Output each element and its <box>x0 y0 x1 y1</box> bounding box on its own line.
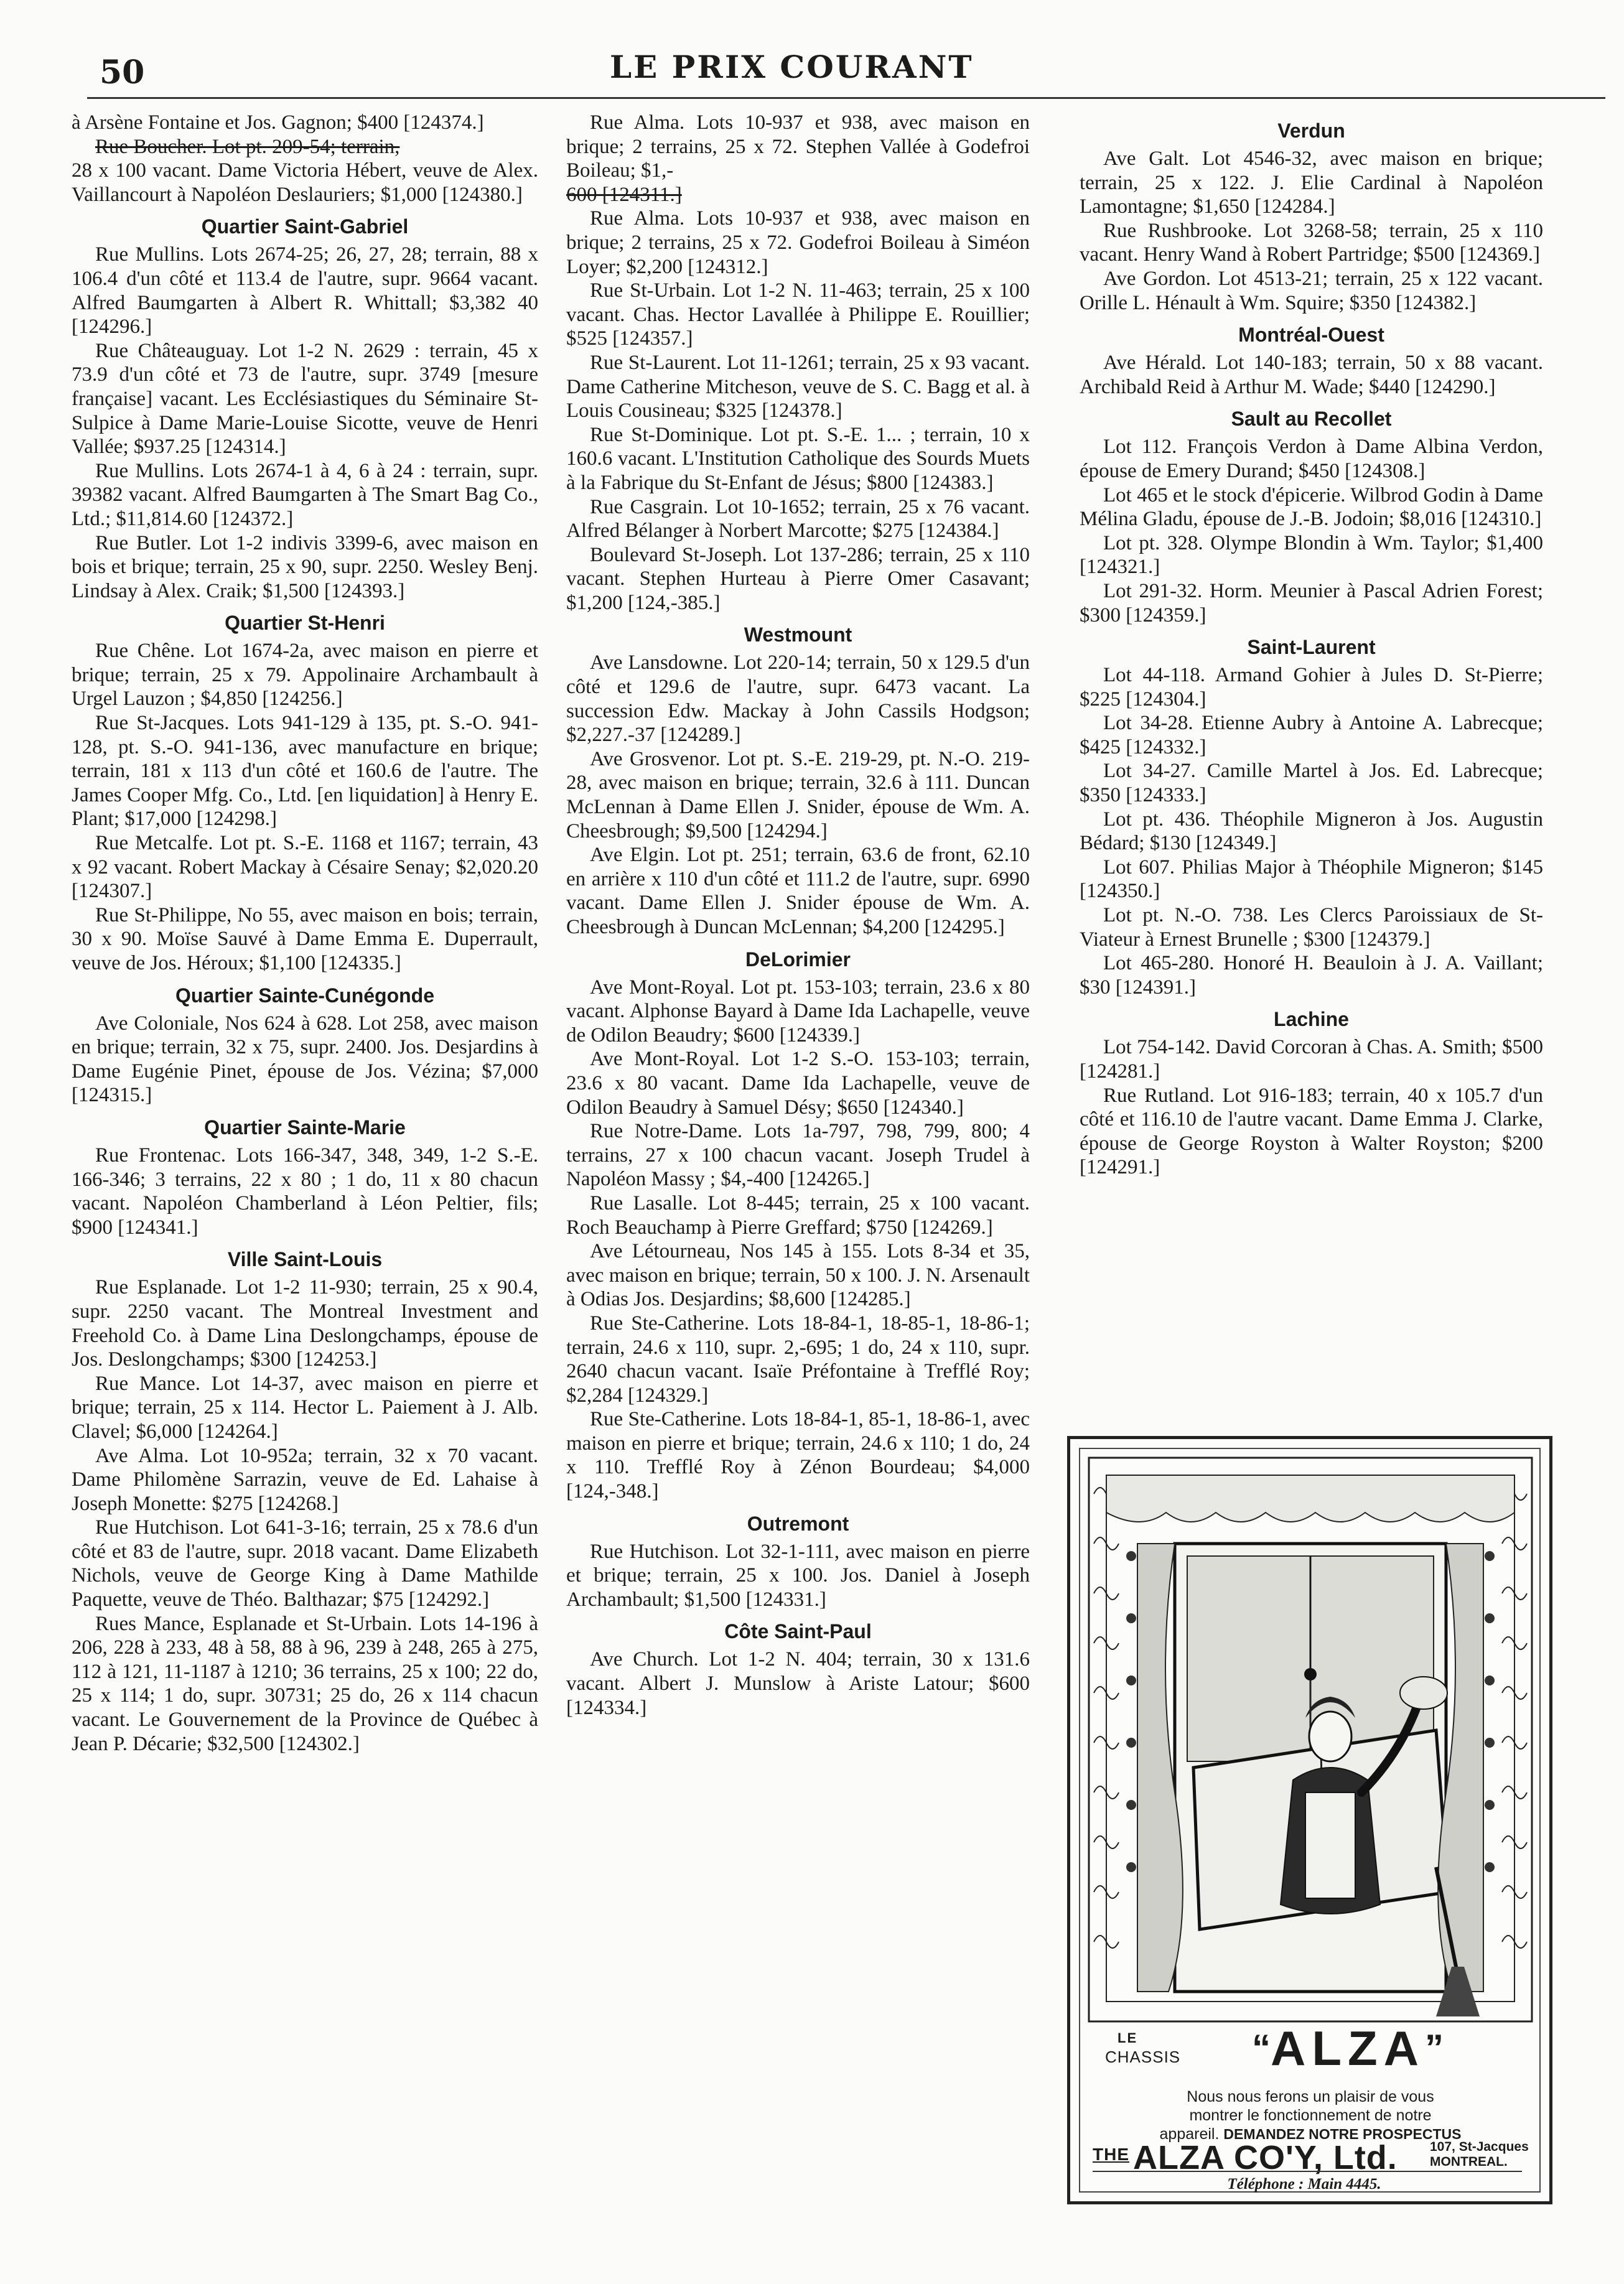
transaction-entry: Rue Châteauguay. Lot 1-2 N. 2629 : terrain, 45 x 73.9 d'un côté et 73 de l'autre, supr. 3749 [mesure française] vacant. Les Ecclésiastiques du Séminaire St-Sulpice à Dame Marie-Louise Sicotte, veuve de Henri Vallée; $937.25 [124314.] <box>72 339 538 459</box>
transaction-entry: Lot 465-280. Honoré H. Beauloin à J. A. Vaillant; $30 [124391.] <box>1080 952 1543 999</box>
ad-copy-line-3: appareil. <box>1159 2125 1220 2143</box>
transaction-entry: Ave Coloniale, Nos 624 à 628. Lot 258, avec maison en brique; terrain, 32 x 75, supr. 2400. Jos. Desjardins à Dame Eugénie Pinet, épouse de Jos. Vézina; $7,000 [124315.] <box>72 1012 538 1107</box>
transaction-entry: Rue Frontenac. Lots 166-347, 348, 349, 1-2 S.-E. 166-346; 3 terrains, 22 x 80 ; 1 do, 11 x 80 chacun vacant. Napoléon Chamberland à Léon Peltier, fils; $900 [124341.] <box>72 1144 538 1239</box>
transaction-entry: Lot 465 et le stock d'épicerie. Wilbrod Godin à Dame Mélina Gladu, épouse de J.-B. Jodoin; $8,016 [124310.] <box>1080 483 1543 531</box>
ad-copy-line-1: Nous nous ferons un plaisir de vous <box>1187 2088 1434 2105</box>
transaction-entry: Lot 754-142. David Corcoran à Chas. A. Smith; $500 [124281.] <box>1080 1036 1543 1083</box>
transaction-entry: Lot 607. Philias Major à Théophile Migneron; $145 [124350.] <box>1080 855 1543 903</box>
section-heading: Quartier Saint-Gabriel <box>201 215 409 238</box>
transaction-entry: Rue Hutchison. Lot 641-3-16; terrain, 25 x 78.6 d'un côté et 83 de l'autre, supr. 2018 vacant. Dame Elizabeth Nichols, veuve de George King à Dame Mathilde Paquette, veuve de Théo. Balthazar; $75 [124292.] <box>72 1516 538 1611</box>
transaction-entry: Rue Boucher. Lot pt. 209-54; terrain, <box>95 135 400 158</box>
transaction-entry: Ave Elgin. Lot pt. 251; terrain, 63.6 de front, 62.10 en arrière x 110 d'un côté et 111.2 de l'autre, supr. 6990 vacant. Dame Ellen J. Snider épouse de Wm. A. Cheesbrough à Duncan McLennan; $4,200 [124295.] <box>566 844 1030 938</box>
ad-chassis-label: CHASSIS <box>1105 2048 1181 2066</box>
transaction-entry: Rue St-Dominique. Lot pt. S.-E. 1... ; terrain, 10 x 160.6 vacant. L'Institution Catholique des Sourds Muets à la Fabrique du St-Enfant de Jésus; $800 [124383.] <box>566 423 1030 494</box>
transaction-entry: Ave Church. Lot 1-2 N. 404; terrain, 30 x 131.6 vacant. Albert J. Munslow à Ariste Latour; $600 [124334.] <box>566 1648 1030 1719</box>
section-heading: Ville Saint-Louis <box>227 1248 383 1271</box>
transaction-entry: Lot pt. 328. Olympe Blondin à Wm. Taylor; $1,400 [124321.] <box>1080 531 1543 579</box>
transaction-entry: Lot 34-27. Camille Martel à Jos. Ed. Labrecque; $350 [124333.] <box>1080 760 1543 807</box>
page-number: 50 <box>100 54 145 91</box>
page-header <box>0 37 1624 93</box>
window-illustration <box>1088 1457 1533 2023</box>
transaction-entry: Lot pt. N.-O. 738. Les Clercs Paroissiaux de St-Viateur à Ernest Brunelle ; $300 [124379.] <box>1080 904 1543 951</box>
section-heading: Verdun <box>1277 119 1345 142</box>
transaction-entry: Ave Galt. Lot 4546-32, avec maison en brique; terrain, 25 x 122. J. Elie Cardinal à Napoléon Lamontagne; $1,650 [124284.] <box>1080 147 1543 218</box>
section-heading: Saint-Laurent <box>1247 636 1376 659</box>
ad-rule <box>1093 2171 1522 2172</box>
ad-company-text: ALZA CO'Y, Ltd. <box>1133 2139 1398 2176</box>
transaction-entry: Rue Chêne. Lot 1674-2a, avec maison en pierre et brique; terrain, 25 x 79. Appolinaire Archambault à Urgel Lauzon ; $4,850 [124256.] <box>72 640 538 711</box>
transaction-entry: Ave Gordon. Lot 4513-21; terrain, 25 x 122 vacant. Orille L. Hénault à Wm. Squire; $350 [124382.] <box>1080 267 1543 314</box>
transaction-entry: Rue Lasalle. Lot 8-445; terrain, 25 x 100 vacant. Roch Beauchamp à Pierre Greffard; $750 [124269.] <box>566 1191 1030 1239</box>
section-heading: Quartier Sainte-Cunégonde <box>175 984 435 1007</box>
transaction-entry: Rue Ste-Catherine. Lots 18-84-1, 85-1, 18-86-1, avec maison en pierre et brique; terrain, 24.6 x 110; 1 do, 24 x 110. Trefflé Roy à Zénon Bourdeau; $4,000 [124,-348.] <box>566 1408 1030 1503</box>
transaction-entry: Lot 34-28. Etienne Aubry à Antoine A. Labrecque; $425 [124332.] <box>1080 712 1543 758</box>
transaction-entry: Ave Lansdowne. Lot 220-14; terrain, 50 x 129.5 d'un côté et 129.6 de l'autre, supr. 6473 vacant. La succession Edw. Mackay à John Cassils Hodgson; $2,227.-37 [124289.] <box>566 651 1030 747</box>
transaction-entry: Rue Notre-Dame. Lots 1a-797, 798, 799, 800; 4 terrains, 27 x 100 chacun vacant. Joseph Trudel à Napoléon Massy ; $4,-400 [124265.] <box>566 1120 1030 1191</box>
section-heading: Côte Saint-Paul <box>724 1620 872 1643</box>
transaction-entry: Rue St-Laurent. Lot 11-1261; terrain, 25 x 93 vacant. Dame Catherine Mitcheson, veuve de S. C. Bagg et al. à Louis Cousineau; $325 [124378.] <box>566 351 1030 422</box>
transaction-entry: Lot 44-118. Armand Gohier à Jules D. St-Pierre; $225 [124304.] <box>1080 664 1543 711</box>
transaction-entry: 600 [124311.] <box>566 183 682 206</box>
transaction-entry: Lot 291-32. Horm. Meunier à Pascal Adrien Forest; $300 [124359.] <box>1080 579 1543 627</box>
section-heading: Quartier St-Henri <box>225 612 385 635</box>
column-2 <box>566 111 1030 1720</box>
transaction-entry: Rue Mullins. Lots 2674-1 à 4, 6 à 24 : terrain, supr. 39382 vacant. Alfred Baumgarten à The Smart Bag Co., Ltd.; $11,814.60 [124372.] <box>72 459 538 530</box>
ad-company-the: THE <box>1093 2145 1129 2164</box>
transaction-entry: Rue Ste-Catherine. Lots 18-84-1, 18-85-1, 18-86-1; terrain, 24.6 x 110, supr. 2,-695; 1 do, 24 x 110, supr. 2640 chacun vacant. Isaïe Préfontaine à Trefflé Roy; $2,284 [124329.] <box>566 1312 1030 1407</box>
transaction-entry: Boulevard St-Joseph. Lot 137-286; terrain, 25 x 110 vacant. Stephen Hurteau à Pierre Omer Casavant; $1,200 [124,-385.] <box>566 543 1030 614</box>
transaction-entry: Rue Casgrain. Lot 10-1652; terrain, 25 x 76 vacant. Alfred Bélanger à Norbert Marcotte; $275 [124384.] <box>566 495 1030 543</box>
transaction-entry: Rue Rutland. Lot 916-183; terrain, 40 x 105.7 d'un côté et 116.10 de l'autre vacant. Dame Emma J. Clarke, épouse de George Royston à Walter Royston; $200 [124291.] <box>1080 1084 1543 1179</box>
header-rule <box>87 97 1605 99</box>
ad-address-street: 107, St-Jacques <box>1430 2140 1529 2154</box>
transaction-entry: Lot 112. François Verdon à Dame Albina Verdon, épouse de Emery Durand; $450 [124308.] <box>1080 436 1543 482</box>
column-1 <box>72 111 538 1756</box>
ad-address <box>1430 2140 1529 2170</box>
ad-copy-line-2: montrer le fonctionnement de notre <box>1189 2107 1432 2124</box>
column-3 <box>1080 111 1543 1180</box>
transaction-entry: à Arsène Fontaine et Jos. Gagnon; $400 [124374.] <box>72 111 484 134</box>
transaction-entry: Rue Metcalfe. Lot pt. S.-E. 1168 et 1167; terrain, 43 x 92 vacant. Robert Mackay à Césaire Senay; $2,020.20 [124307.] <box>72 832 538 903</box>
section-heading: Montréal-Ouest <box>1238 324 1384 347</box>
ad-brand-name: “ALZA” <box>1252 2021 1444 2076</box>
transaction-entry: Ave Grosvenor. Lot pt. S.-E. 219-29, pt. N.-O. 219-28, avec maison en brique; terrain, 32.6 à 111. Duncan McLennan à Dame Ellen J. Snider, épouse de Wm. A. Cheesbrough; $9,500 [124294.] <box>566 747 1030 842</box>
transaction-entry: Ave Alma. Lot 10-952a; terrain, 32 x 70 vacant. Dame Philomène Sarrazin, veuve de Ed. Lahaise à Joseph Monette: $275 [124268.] <box>72 1444 538 1515</box>
transaction-entry: Rues Mance, Esplanade et St-Urbain. Lots 14-196 à 206, 228 à 233, 48 à 58, 88 à 96, 239 à 248, 265 à 275, 112 à 121, 11-1187 à 1210; 36 terrains, 25 x 100; 22 do, 25 x 114; 1 do, supr. 30731; 25 do, 26 x 114 chacun vacant. Le Gouvernement de la Province de Québec à Jean P. Décarie; $32,500 [124302.] <box>72 1612 538 1755</box>
ad-inner-border <box>1079 1448 1541 2193</box>
section-heading: Lachine <box>1274 1008 1349 1031</box>
transaction-entry: Rue Mullins. Lots 2674-25; 26, 27, 28; terrain, 88 x 106.4 d'un côté et 113.4 de l'autre, supr. 9664 vacant. Alfred Baumgarten à Albert R. Whittall; $3,382 40 [124296.] <box>72 243 538 338</box>
ad-phone: Téléphone : Main 4445. <box>1227 2176 1381 2193</box>
transaction-entry: Rue St-Urbain. Lot 1-2 N. 11-463; terrain, 25 x 100 vacant. Chas. Hector Lavallée à Philippe E. Rouillier; $525 [124357.] <box>566 279 1030 350</box>
transaction-entry: Rue Hutchison. Lot 32-1-111, avec maison en pierre et brique; terrain, 25 x 100. Jos. Daniel à Joseph Archambault; $1,500 [124331.] <box>566 1540 1030 1611</box>
section-heading: Sault au Recollet <box>1231 408 1392 431</box>
section-heading: DeLorimier <box>745 948 851 971</box>
transaction-entry: 28 x 100 vacant. Dame Victoria Hébert, veuve de Alex. Vaillancourt à Napoléon Deslauriers; $1,000 [124380.] <box>72 159 538 206</box>
transaction-entry: Rue Esplanade. Lot 1-2 11-930; terrain, 25 x 90.4, supr. 2250 vacant. The Montreal Investment and Freehold Co. à Dame Lina Deslongchamps, épouse de Jos. Deslongchamps; $300 [124253.] <box>72 1276 538 1371</box>
ad-le-label: LE <box>1118 2030 1138 2046</box>
transaction-entry: Rue Butler. Lot 1-2 indivis 3399-6, avec maison en bois et brique; terrain, 25 x 90, supr. 2250. Wesley Benj. Lindsay à Alex. Craik; $1,500 [124393.] <box>72 531 538 602</box>
section-heading: Westmount <box>744 623 852 646</box>
transaction-entry: Ave Hérald. Lot 140-183; terrain, 50 x 88 vacant. Archibald Reid à Arthur M. Wade; $440 [124290.] <box>1080 352 1543 398</box>
ad-address-city: MONTREAL. <box>1430 2155 1508 2169</box>
transaction-entry: Lot pt. 436. Théophile Migneron à Jos. Augustin Bédard; $130 [124349.] <box>1080 808 1543 855</box>
transaction-entry: Rue Alma. Lots 10-937 et 938, avec maison en brique; 2 terrains, 25 x 72. Godefroi Boileau à Siméon Loyer; $2,200 [124312.] <box>566 207 1030 278</box>
transaction-entry: Ave Mont-Royal. Lot pt. 153-103; terrain, 23.6 x 80 vacant. Alphonse Bayard à Dame Ida Lachapelle, veuve de Odilon Beaudry; $600 [124339.] <box>566 976 1030 1046</box>
section-heading: Quartier Sainte-Marie <box>204 1116 406 1139</box>
section-heading: Outremont <box>747 1512 849 1535</box>
ad-copy <box>1124 2087 1497 2143</box>
transaction-entry: Rue St-Jacques. Lots 941-129 à 135, pt. S.-O. 941-128, pt. S.-O. 941-136, avec manufacture en brique; terrain, 181 x 113 d'un côté et 160.6 de l'autre. The James Cooper Mfg. Co., Ltd. [en liquidation] à Henry E. Plant; $17,000 [124298.] <box>72 712 538 831</box>
transaction-entry: Rue Alma. Lots 10-937 et 938, avec maison en brique; 2 terrains, 25 x 72. Stephen Vallée à Godefroi Boileau; $1,- <box>566 111 1030 182</box>
ad-brand-text: ALZA <box>1271 2021 1425 2076</box>
alza-advertisement <box>1067 1436 1552 2204</box>
transaction-entry: Ave Létourneau, Nos 145 à 155. Lots 8-34 et 35, avec maison en brique; terrain, 50 x 100. J. N. Arsenault à Odias Jos. Desjardins; $8,600 [124285.] <box>566 1240 1030 1311</box>
transaction-entry: Rue Mance. Lot 14-37, avec maison en pierre et brique; terrain, 25 x 114. Hector L. Paiement à J. Alb. Clavel; $6,000 [124264.] <box>72 1372 538 1443</box>
transaction-entry: Rue Rushbrooke. Lot 3268-58; terrain, 25 x 110 vacant. Henry Wand à Robert Partridge; $500 [124369.] <box>1080 219 1543 266</box>
transaction-entry: Rue St-Philippe, No 55, avec maison en bois; terrain, 30 x 90. Moïse Sauvé à Dame Emma E. Duperrault, veuve de Jos. Héroux; $1,100 [124335.] <box>72 903 538 974</box>
running-title: LE PRIX COURANT <box>610 49 974 85</box>
transaction-entry: Ave Mont-Royal. Lot 1-2 S.-O. 153-103; terrain, 23.6 x 80 vacant. Dame Ida Lachapelle, veuve de Odilon Beaudry à Samuel Désy; $650 [124340.] <box>566 1048 1030 1119</box>
ad-copy-prospectus: DEMANDEZ NOTRE PROSPECTUS <box>1223 2126 1462 2142</box>
